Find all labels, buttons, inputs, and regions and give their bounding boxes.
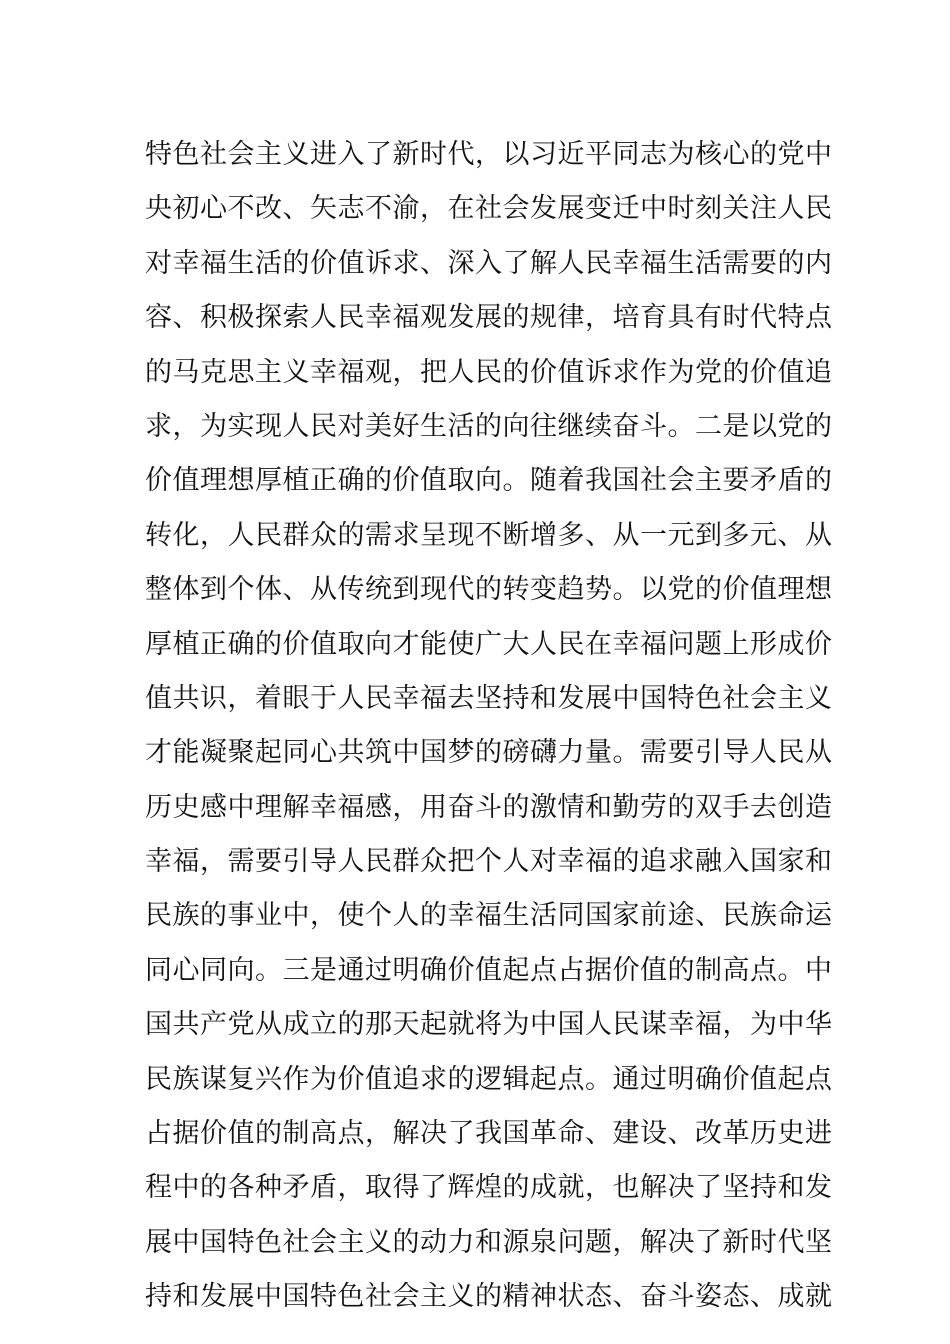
text-line: 才能凝聚起同心共筑中国梦的磅礴力量。需要引导人民从: [145, 737, 833, 769]
text-line: 央初心不改、矢志不渝，在社会发展变迁中时刻关注人民: [145, 193, 833, 225]
text-line: 求，为实现人民对美好生活的向往继续奋斗。二是以党的: [145, 410, 833, 442]
text-line: 幸福，需要引导人民群众把个人对幸福的追求融入国家和: [145, 846, 833, 878]
text-line: 占据价值的制高点，解决了我国革命、建设、改革历史进: [145, 1118, 833, 1150]
text-line: 对幸福生活的价值诉求、深入了解人民幸福生活需要的内: [145, 247, 833, 279]
text-line: 持和发展中国特色社会主义的精神状态、奋斗姿态、成就: [145, 1281, 833, 1313]
text-line: 国共产党从成立的那天起就将为中国人民谋幸福，为中华: [145, 1009, 833, 1041]
text-line: 转化，人民群众的需求呈现不断增多、从一元到多元、从: [145, 519, 833, 551]
text-line: 价值理想厚植正确的价值取向。随着我国社会主要矛盾的: [145, 465, 833, 497]
text-line: 值共识，着眼于人民幸福去坚持和发展中国特色社会主义: [145, 682, 833, 714]
text-line: 历史感中理解幸福感，用奋斗的激情和勤劳的双手去创造: [145, 791, 833, 823]
text-line: 容、积极探索人民幸福观发展的规律，培育具有时代特点: [145, 302, 833, 334]
text-line: 民族的事业中，使个人的幸福生活同国家前途、民族命运: [145, 900, 833, 932]
text-line: 展中国特色社会主义的动力和源泉问题，解决了新时代坚: [145, 1226, 833, 1258]
body-paragraph: [145, 128, 833, 1325]
text-line: 程中的各种矛盾，取得了辉煌的成就，也解决了坚持和发: [145, 1172, 833, 1204]
text-line: 厚植正确的价值取向才能使广大人民在幸福问题上形成价: [145, 628, 833, 660]
text-line: 特色社会主义进入了新时代，以习近平同志为核心的党中: [145, 139, 833, 170]
text-line: 民族谋复兴作为价值追求的逻辑起点。通过明确价值起点: [145, 1063, 833, 1095]
text-line: 的马克思主义幸福观，把人民的价值诉求作为党的价值追: [145, 356, 833, 388]
text-line: 整体到个体、从传统到现代的转变趋势。以党的价值理想: [145, 574, 833, 606]
text-line: 同心同向。三是通过明确价值起点占据价值的制高点。中: [145, 954, 833, 986]
